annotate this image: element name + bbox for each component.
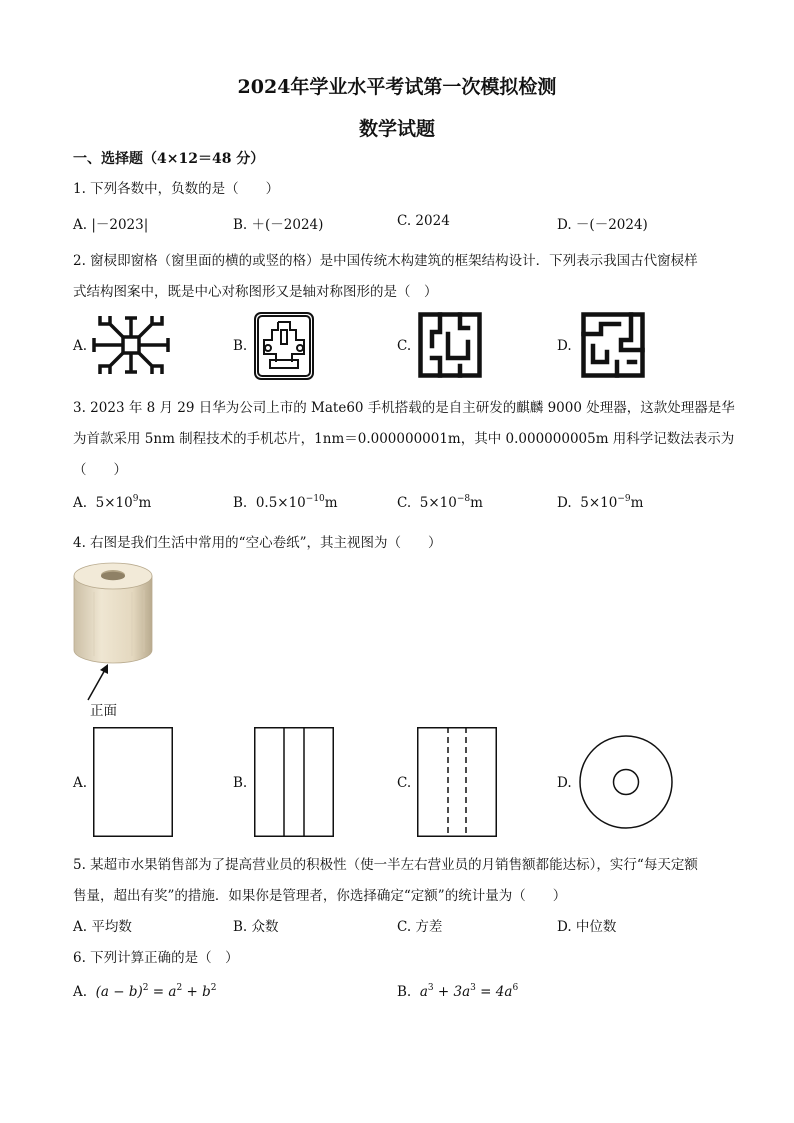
q1-option-d: D. －(－2024) <box>557 217 648 233</box>
q4-label-a: A. <box>73 775 88 791</box>
section-heading: 一、选择题（4×12＝48 分） <box>73 151 265 167</box>
q5-option-c: C. 方差 <box>397 919 443 935</box>
q4-stem: 4. 右图是我们生活中常用的“空心卷纸”，其主视图为（ ） <box>73 535 442 551</box>
q1-option-a: A. |－2023| <box>73 217 149 233</box>
q3-stem-line1: 3. 2023 年 8 月 29 日华为公司上市的 Mate60 手机搭载的是自主研发的麒麟 9000 处理器，这款处理器是华 <box>73 400 735 416</box>
q5-option-b: B. 众数 <box>233 919 279 935</box>
q5-option-a: A. 平均数 <box>73 919 132 935</box>
q1-option-c: C. 2024 <box>397 213 450 229</box>
front-label: 正面 <box>90 703 117 719</box>
q2-label-c: C. <box>397 338 412 354</box>
page-title: 2024年学业水平考试第一次模拟检测 <box>237 76 557 98</box>
q4-label-b: B. <box>233 775 248 791</box>
q3-option-b: B. $0.5\times 10^{-10}m$ <box>233 494 338 511</box>
view-option-c <box>417 727 497 837</box>
front-arrow <box>84 662 114 702</box>
q6-stem: 6. 下列计算正确的是（ ） <box>73 950 239 966</box>
q4-label-d: D. <box>557 775 572 791</box>
q3-stem-line3: （ ） <box>73 462 127 478</box>
paper-roll-illustration <box>72 560 154 666</box>
q6-option-a: A. $(a - b)^2 = a^2 + b^2$ <box>73 983 217 1000</box>
q3-option-a: A. $5\times 10^9m$ <box>73 494 152 511</box>
q2-label-d: D. <box>557 338 572 354</box>
lattice-pattern-d <box>581 312 645 378</box>
page-subtitle: 数学试题 <box>358 118 435 140</box>
q5-stem-line1: 5. 某超市水果销售部为了提高营业员的积极性（使一半左右营业员的月销售额都能达标），实行“每天定额 <box>73 857 698 873</box>
q2-label-b: B. <box>233 338 248 354</box>
q2-stem-line2: 式结构图案中，既是中心对称图形又是轴对称图形的是（ ） <box>73 284 438 300</box>
q3-option-c: C. $5\times 10^{-8}m$ <box>397 494 483 511</box>
q3-stem-line2: 为首款采用 5nm 制程技术的手机芯片，1nm＝0.000000001m，其中 0.000000005m 用科学记数法表示为 <box>73 431 735 447</box>
lattice-pattern-a <box>90 312 172 378</box>
q5-stem-line2: 售量，超出有奖”的措施．如果你是管理者，你选择确定“定额”的统计量为（ ） <box>73 888 567 904</box>
q1-option-b: B. ＋(－2024) <box>233 217 324 233</box>
q2-stem-line1: 2. 窗棂即窗格（窗里面的横的或竖的格）是中国传统木构建筑的框架结构设计．下列表示我国古代窗棂样 <box>73 253 698 269</box>
lattice-pattern-b <box>254 312 314 380</box>
lattice-pattern-c <box>418 312 482 378</box>
q6-option-b: B. $a^3 + 3a^3 = 4a^6$ <box>397 983 519 1000</box>
q5-option-d: D. 中位数 <box>557 919 617 935</box>
q3-option-d: D. $5\times 10^{-9}m$ <box>557 494 644 511</box>
view-option-d <box>579 735 673 829</box>
view-option-a <box>93 727 173 837</box>
q4-label-c: C. <box>397 775 412 791</box>
view-option-b <box>254 727 334 837</box>
q1-stem: 1. 下列各数中，负数的是（ ） <box>73 181 280 197</box>
q2-label-a: A. <box>73 338 88 354</box>
